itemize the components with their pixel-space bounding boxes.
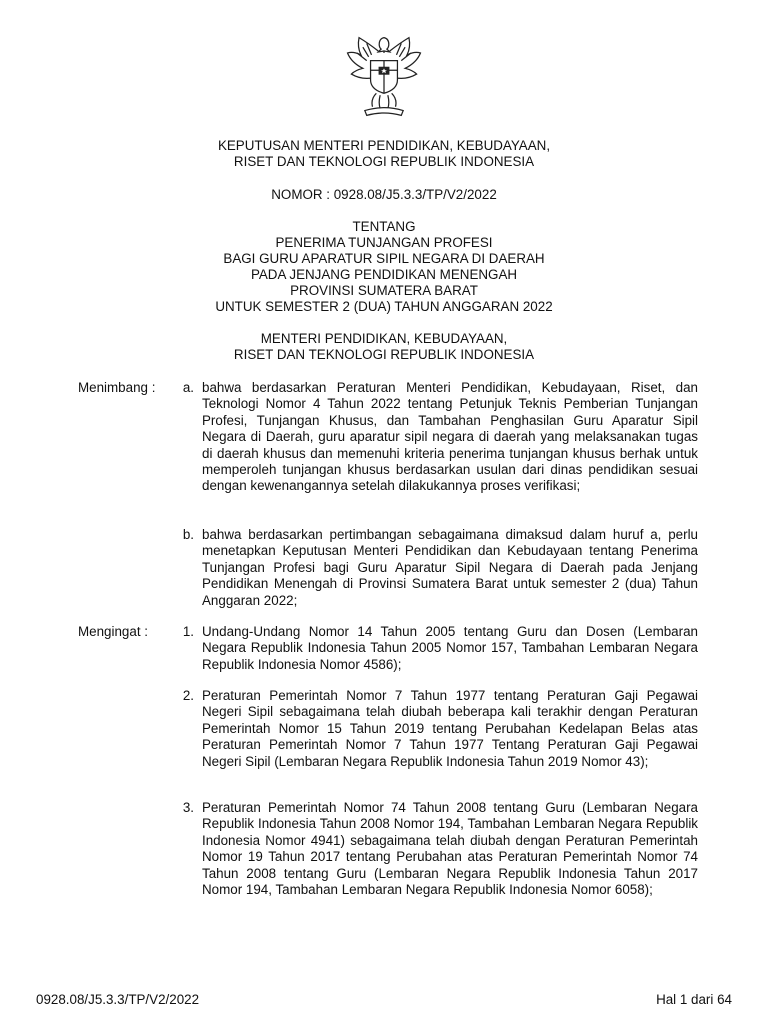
item-marker: 2. xyxy=(182,688,194,703)
item-marker: a. xyxy=(182,380,194,395)
mengingat-item-1: Undang-Undang Nomor 14 Tahun 2005 tentang Guru dan Dosen (Lembaran Negara Republik Indonesia Tahun 2005 Nomor 157, Tambahan Lembaran Negara Republik Indonesia Nomor 4586); xyxy=(202,624,698,672)
decree-title-line2: RISET DAN TEKNOLOGI REPUBLIK INDONESIA xyxy=(233,154,535,169)
menimbang-item-b: bahwa berdasarkan pertimbangan sebagaimana dimaksud dalam huruf a, perlu menetapkan Keputusan Menteri Pendidikan dan Kebudayaan tentang Penerima Tunjangan Profesi bagi Guru Aparatur Sipil Negara di Daerah pada Jenjang Pendidikan Menengah di Provinsi Sumatera Barat untuk semester 2 (dua) Tahun Anggaran 2022; xyxy=(202,527,698,608)
minister-line2: RISET DAN TEKNOLOGI REPUBLIK INDONESIA xyxy=(233,347,535,362)
subject-line: BAGI GURU APARATUR SIPIL NEGARA DI DAERAH xyxy=(223,251,545,266)
footer-page-number: Hal 1 dari 64 xyxy=(656,992,732,1007)
mengingat-item-3: Peraturan Pemerintah Nomor 74 Tahun 2008 tentang Guru (Lembaran Negara Republik Indonesia Tahun 2008 Nomor 194, Tambahan Lembaran Negara Republik Indonesia Nomor 4941) sebagaimana telah diubah dengan Peraturan Pemerintah Nomor 19 Tahun 2017 tentang Perubahan atas Peraturan Pemerintah Nomor 74 Tahun 2008 tentang Guru (Lembaran Negara Republik Indonesia Tahun 2017 Nomor 194, Tambahan Lembaran Negara Republik Indonesia Nomor 6058); xyxy=(202,800,698,898)
decree-number: NOMOR : 0928.08/J5.3.3/TP/V2/2022 xyxy=(271,187,497,202)
decree-title-line1: KEPUTUSAN MENTERI PENDIDIKAN, KEBUDAYAAN, xyxy=(217,138,551,153)
tentang-heading: TENTANG xyxy=(352,219,416,234)
subject-line: PADA JENJANG PENDIDIKAN MENENGAH xyxy=(250,267,518,282)
subject-line: PROVINSI SUMATERA BARAT xyxy=(290,283,478,298)
garuda-emblem-icon xyxy=(336,28,432,124)
mengingat-label: Mengingat : xyxy=(78,624,148,639)
mengingat-item-2: Peraturan Pemerintah Nomor 7 Tahun 1977 tentang Peraturan Gaji Pegawai Negeri Sipil sebagaimana telah diubah beberapa kali terakhir dengan Peraturan Pemerintah Nomor 15 Tahun 2019 tentang Perubahan Kedelapan Belas atas Peraturan Pemerintah Nomor 7 Tahun 1977 Tentang Peraturan Gaji Pegawai Negeri Sipil (Lembaran Negara Republik Indonesia Tahun 2019 Nomor 43); xyxy=(202,688,698,769)
item-marker: 3. xyxy=(182,800,194,815)
minister-line1: MENTERI PENDIDIKAN, KEBUDAYAAN, xyxy=(260,331,508,346)
footer-doc-number: 0928.08/J5.3.3/TP/V2/2022 xyxy=(36,992,200,1007)
menimbang-item-a: bahwa berdasarkan Peraturan Menteri Pendidikan, Kebudayaan, Riset, dan Teknologi Nomor 4 Tahun 2022 tentang Petunjuk Teknis Pemberian Tunjangan Profesi, Tunjangan Khusus, dan Tambahan Penghasilan Guru Aparatur Sipil Negara di Daerah, guru aparatur sipil negara di daerah yang melaksanakan tugas di daerah khusus dan memenuhi kriteria penerima tunjangan khusus berhak untuk memperoleh tunjangan khusus berdasarkan usulan dari dinas pendidikan sesuai dengan kewenangannya setelah dilakukannya proses verifikasi; xyxy=(202,380,698,494)
item-marker: 1. xyxy=(182,624,194,639)
item-marker: b. xyxy=(182,527,194,542)
subject-line: PENERIMA TUNJANGAN PROFESI xyxy=(275,235,493,250)
subject-line: UNTUK SEMESTER 2 (DUA) TAHUN ANGGARAN 2022 xyxy=(215,299,553,314)
menimbang-label: Menimbang : xyxy=(78,380,156,395)
